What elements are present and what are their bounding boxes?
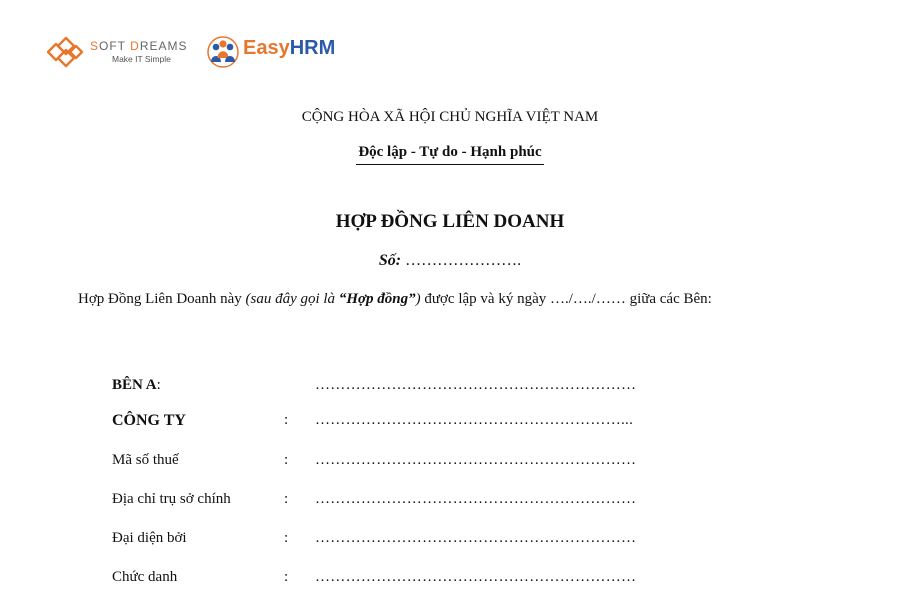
easyhrm-people-icon xyxy=(206,36,240,68)
address-row xyxy=(112,491,832,513)
position-colon: : xyxy=(284,569,289,585)
intro-text-2: (sau đây gọi là xyxy=(245,291,339,307)
tax-code-colon: : xyxy=(284,452,289,468)
tax-code-row xyxy=(112,452,832,474)
intro-text-1: Hợp Đồng Liên Doanh này xyxy=(78,291,246,307)
representative-value: ……………………………………………………… xyxy=(315,530,637,546)
motto-text: Độc lập - Tự do - Hạnh phúc xyxy=(356,144,543,165)
intro-text-5: được lập và ký ngày …./…./…… giữa các Bên: xyxy=(420,291,712,307)
document-title: HỢP ĐỒNG LIÊN DOANH xyxy=(335,211,565,232)
party-a-row xyxy=(112,377,832,399)
address-label: Địa chỉ trụ sở chính xyxy=(112,491,231,507)
position-label: Chức danh xyxy=(112,569,178,585)
company-row xyxy=(112,412,832,434)
nation-heading: CỘNG HÒA XÃ HỘI CHỦ NGHĨA VIỆT NAM xyxy=(301,109,599,125)
party-a-label: BÊN A: xyxy=(112,377,161,393)
motto-heading xyxy=(0,144,900,161)
intro-paragraph xyxy=(78,289,838,310)
softdreams-logo xyxy=(44,34,204,70)
intro-text-4: ) xyxy=(415,291,421,307)
representative-colon: : xyxy=(284,530,289,546)
company-colon: : xyxy=(284,412,289,428)
tax-code-value: ……………………………………………………… xyxy=(315,452,637,468)
intro-text-3: “Hợp đồng” xyxy=(338,291,416,307)
document-number-label: Số: xyxy=(378,252,402,269)
softdreams-tagline: Make IT Simple xyxy=(112,54,171,64)
company-value: ……………………………………………………... xyxy=(315,412,634,428)
softdreams-logo-icon xyxy=(44,34,84,70)
softdreams-wordmark: SOFT DREAMS xyxy=(90,39,188,53)
easyhrm-wordmark: EasyHRM xyxy=(243,37,336,59)
representative-label: Đại diện bởi xyxy=(112,530,187,546)
position-value: ……………………………………………………… xyxy=(315,569,637,585)
document-number-value: …………………. xyxy=(405,252,522,269)
document-number xyxy=(0,252,900,270)
address-value: ……………………………………………………… xyxy=(315,491,637,507)
party-a-value: ……………………………………………………… xyxy=(315,377,637,393)
easyhrm-logo xyxy=(206,34,346,70)
representative-row xyxy=(112,530,832,552)
tax-code-label: Mã số thuế xyxy=(112,452,179,468)
position-row xyxy=(112,569,832,591)
address-colon: : xyxy=(284,491,289,507)
company-label: CÔNG TY xyxy=(112,412,186,429)
